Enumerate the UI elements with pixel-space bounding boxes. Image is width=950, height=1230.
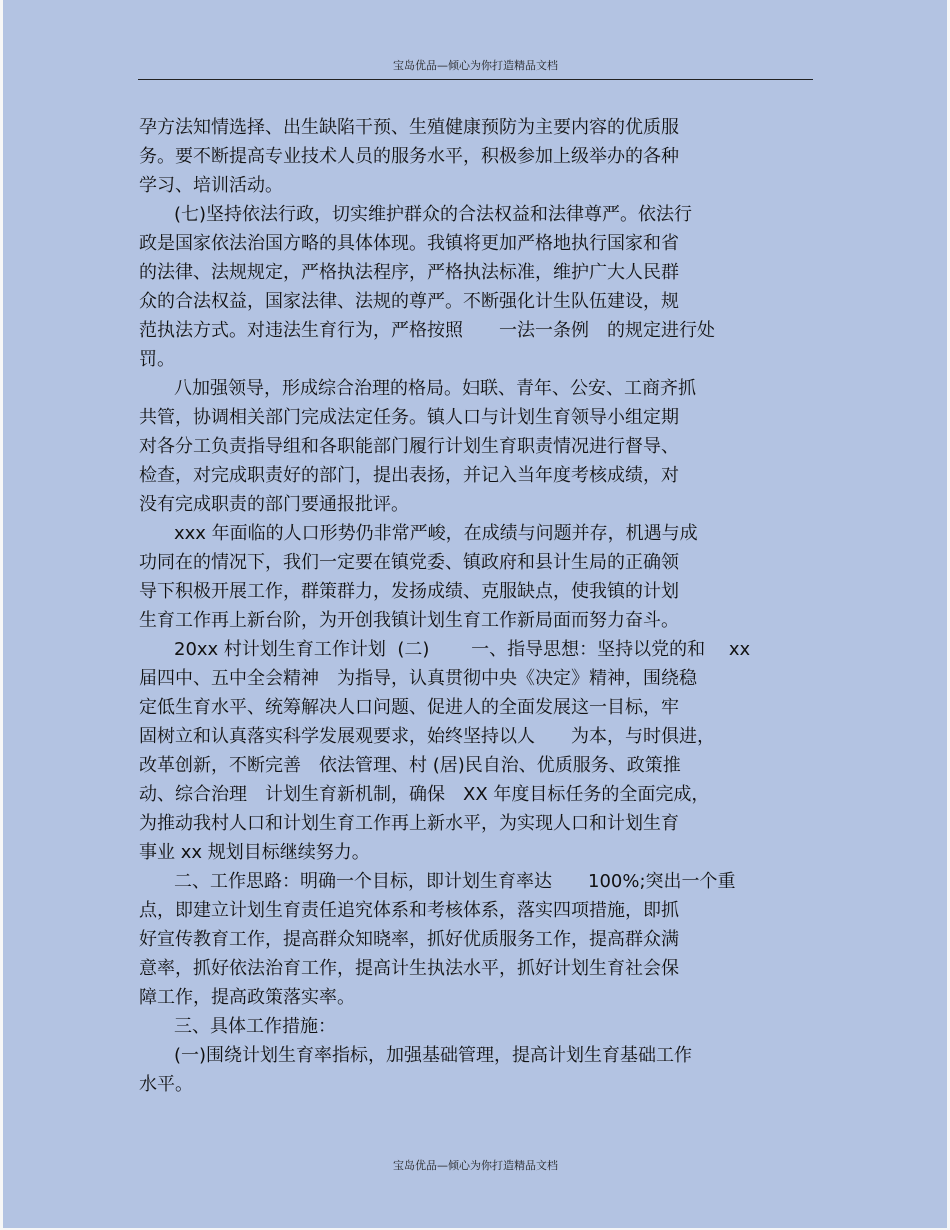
text-line: 务。要不断提高专业技术人员的服务水平，积极参加上级举办的各种 <box>139 146 679 167</box>
text-line: 对各分工负责指导组和各职能部门履行计划生育职责情况进行督导、 <box>139 436 679 457</box>
document-page <box>3 0 947 1228</box>
page-header: 宝岛优品—倾心为你打造精品文档 <box>138 59 813 80</box>
text-line: 改革创新，不断完善 依法管理、村 (居)民自治、优质服务、政策推 <box>139 755 681 776</box>
text-line: 检查，对完成职责好的部门，提出表扬，并记入当年度考核成绩，对 <box>139 465 679 486</box>
text-line: 动、综合治理 计划生育新机制，确保 XX 年度目标任务的全面完成， <box>139 784 710 805</box>
text-line: 的法律、法规规定，严格执法程序，严格执法标准，维护广大人民群 <box>139 262 679 283</box>
text-line: 没有完成职责的部门要通报批评。 <box>139 494 409 515</box>
document-body <box>139 113 819 1099</box>
text-line: 水平。 <box>139 1074 193 1095</box>
text-line: 众的合法权益，国家法律、法规的尊严。不断强化计生队伍建设，规 <box>139 291 679 312</box>
page-footer: 宝岛优品—倾心为你打造精品文档 <box>393 1159 558 1172</box>
text-line: 生育工作再上新台阶，为开创我镇计划生育工作新局面而努力奋斗。 <box>139 610 679 631</box>
text-line: xxx 年面临的人口形势仍非常严峻，在成绩与问题并存，机遇与成 <box>174 523 698 544</box>
text-line: 为推动我村人口和计划生育工作再上新水平，为实现人口和计划生育 <box>139 813 679 834</box>
text-line: (一)围绕计划生育率指标，加强基础管理，提高计划生育基础工作 <box>174 1045 693 1066</box>
text-line: 八加强领导，形成综合治理的格局。妇联、青年、公安、工商齐抓 <box>174 378 696 399</box>
text-line: 好宣传教育工作，提高群众知晓率，抓好优质服务工作，提高群众满 <box>139 929 679 950</box>
text-line: 共管，协调相关部门完成法定任务。镇人口与计划生育领导小组定期 <box>139 407 679 428</box>
text-line: (七)坚持依法行政，切实维护群众的合法权益和法律尊严。依法行 <box>174 204 693 225</box>
text-line: 二、工作思路：明确一个目标，即计划生育率达 100%;突出一个重 <box>174 871 736 892</box>
text-line: 范执法方式。对违法生育行为，严格按照 一法一条例 的规定进行处 <box>139 320 715 341</box>
text-line: 届四中、五中全会精神 为指导，认真贯彻中央《决定》精神，围绕稳 <box>139 668 697 689</box>
text-line: 孕方法知情选择、出生缺陷干预、生殖健康预防为主要内容的优质服 <box>139 117 679 138</box>
text-line: 罚。 <box>139 349 175 370</box>
text-line: 障工作，提高政策落实率。 <box>139 987 355 1008</box>
text-line: 20xx 村计划生育工作计划 (二) 一、指导思想：坚持以党的和 xx <box>174 639 751 660</box>
text-line: 学习、培训活动。 <box>139 175 283 196</box>
text-line: 导下积极开展工作，群策群力，发扬成绩、克服缺点，使我镇的计划 <box>139 581 679 602</box>
text-line: 固树立和认真落实科学发展观要求，始终坚持以人 为本，与时俱进， <box>139 726 715 747</box>
text-line: 定低生育水平、统筹解决人口问题、促进人的全面发展这一目标，牢 <box>139 697 679 718</box>
text-line: 三、具体工作措施： <box>174 1016 336 1037</box>
text-line: 事业 xx 规划目标继续努力。 <box>139 842 370 863</box>
text-line: 功同在的情况下，我们一定要在镇党委、镇政府和县计生局的正确领 <box>139 552 679 573</box>
text-line: 点，即建立计划生育责任追究体系和考核体系，落实四项措施，即抓 <box>139 900 679 921</box>
text-line: 意率，抓好依法治育工作，提高计生执法水平，抓好计划生育社会保 <box>139 958 679 979</box>
text-line: 政是国家依法治国方略的具体体现。我镇将更加严格地执行国家和省 <box>139 233 679 254</box>
